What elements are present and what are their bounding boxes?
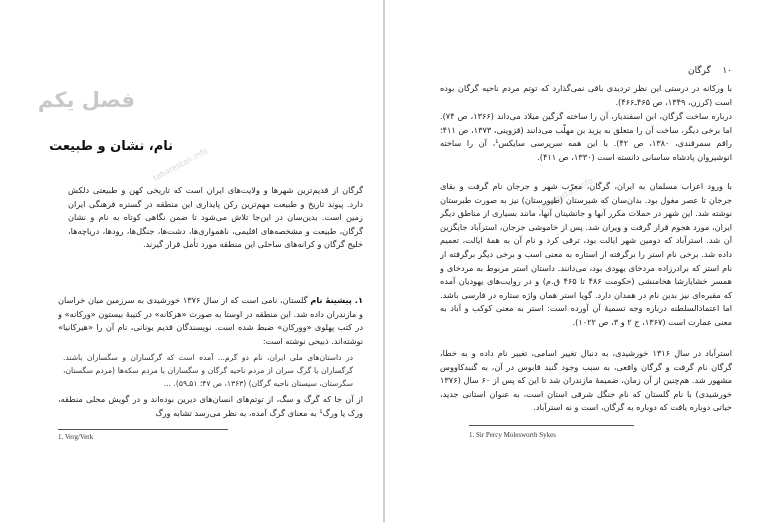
paragraph-2: درباره ساخت گرگان، ابن اسفندیار، آن را ساخته گرگین میلاد می‌داند (۱۳۶۶، ص ۷۴). اما برخی دیگر، ساخت آن را متعلق به یزید بن مهلّب می‌دانند (قزوینی، ۱۳۷۳، ص ۴۱۱؛ راقم سمرقندی، ۱۳۸۰، ص ۴۲). با این همه سرپرسی سایکس¹، آن را ساخته انوشیروان پادشاه ساسانی دانسته است (۱۳۳۰، ص ۴۱۱).: [440, 111, 732, 162]
footnote-right: 1. Sir Percy Molesworth Sykes: [469, 431, 556, 439]
section-heading: ۱. پیشینهٔ نام: [310, 295, 363, 305]
chapter-title: فصل یکم: [37, 88, 135, 112]
intro-paragraph: گرگان از قدیم‌ترین شهرها و ولایت‌های ایران است که تاریخی کهن و طبیعتی دلکش دارد. پیوند تاریخ و طبیعت مهم‌ترین رکن پایداری این منطقه در گستره فرهنگی ایران زمین است. بدین‌سان در این‌جا تلاش می‌شود تا ضمن نگاهی کوتاه به نام و نشان گرگان، طبیعت و مشخصه‌های اقلیمی، ناهمواری‌ها، دشت‌ها، جنگل‌ها، رودها، دریاچه‌ها، خلیج گرگان و کرانه‌های ساحلی این منطقه مورد تأمل قرار گیرند.: [68, 185, 363, 250]
paragraph-4: استرآباد در سال ۱۳۱۶ خورشیدی، به دنبال تغییر اسامی، تغییر نام داده و به خطا، گرگان نام گرفت و گرگان واقعی، به سبب وجود گنبد قابوس در آن، به گنبدکاووس مشهور شد. هم‌چنین از آن زمان، ضمیمهٔ مازندران شد تا این که پس از ۶۰ سال (۱۳۷۶ خورشیدی) با نام گلستان که نام جنگل شرقی استان است، به عنوان استانی جدید، حیاتی دوباره یافت که دوباره به گرگان، است و نه استرآباد.: [440, 348, 732, 413]
chapter-subtitle: نام، نشان و طبیعت: [49, 139, 173, 154]
footnote-rule-right: [469, 425, 634, 426]
left-page: [0, 0, 383, 522]
watermark-right: tabarestan.info: [536, 176, 595, 213]
running-head-title: گرگان: [687, 66, 711, 76]
quote-block: در داستان‌های ملی ایران، نام دو گرم... آمده است که گرگساران و سگساران باشند. گرگساران یا گرگ سران از مردم ناحیه گرگان و سگساران یا مردم سکه‌ها (مردم سگستان، سگزستان، سیستان ناحیه گرگان) (۱۳۶۳، ص ۴۷؛ ۵۱ـ۵۹). ...: [63, 353, 353, 388]
section-text: گلستان، نامی است که از سال ۱۳۷۶ خورشیدی به سرزمین میان خراسان و مازندران داده شد. این منطقه در اوستا به صورت «هرکانه» در کتیبهٔ بیستون «ورکانه» و در کتب پهلوی «وورکان» ضبط شده است. نویسندگان قدیم یونانی، نام آن را «هیرکانیا» نوشته‌اند. ذبیحی نوشته است:: [58, 295, 363, 346]
paragraph-3: با ورود اعراب مسلمان به ایران، گرگان، معرّب شهر و جرجان نام گرفت و بقای جرجان تا عصر مغول بود. بدان‌سان که شیرستان (طپورستان) نیز به صورت طبرستان نوشته شد. این شهر در حملات مکرر آنها و جانشینان آنها، مانند بسیاری از مناطق دیگر ایران، مورد هجوم قرار گرفت و ویران شد. پس از خاموشی جرجان، استرآباد جایگزین آن شد. استرآباد که دومین شهر ایالت بود، ترقی کرد و نام آن به همهٔ ایالت، تعمیم داده شد. برخی نام استر را برگرفته از استاره به معنی اسب و برخی دیگر برگرفته از نام استر که برادرزاده مردخای یهودی بود، می‌دانند. داستان استر مربوط به مردخای و همسر خشایارشا هخامنشی (حکومت ۴۸۶ تا ۴۶۵ ق.م) و در روایت‌های یهودیان آمده که مقبره‌ای نیز بدین نام در همدان دارد. گویا استر همان واژه ستاره در فارسی باشد. اما اعتمادالسلطنه درباره وجه تسمیهٔ آن آورده است: استر به معنی کوکب و آباد به معنی عمارت است (۱۳۶۷، ج ۲ و ۳، ص ۱۰۲۲).: [440, 181, 732, 327]
footnote: 1. Verg/Verk: [58, 433, 94, 441]
right-page: [385, 0, 768, 522]
watermark: tabarestan.info: [151, 146, 210, 183]
after-quote-paragraph: از آن جا که گرگ و سگ، از توتم‌های انسان‌های دیرین بوده‌اند و در گویش محلی منطقه، ورک یا ورگ¹ به معنای گرگ آمده، به نظر می‌رسد تشابه ورگ: [58, 394, 363, 418]
section-paragraph: [58, 294, 363, 350]
page-number: ۱۰: [722, 66, 732, 76]
paragraph-1: با ورکانه در درستی این نظر تردیدی باقی نمی‌گذارد که توتم مردم ناحیه گرگان بوده است (کرزن، ۱۳۴۹، ص ۴۶۵ـ۴۶۶).: [440, 83, 732, 107]
running-header: [688, 66, 732, 76]
footnote-rule: [58, 429, 228, 430]
